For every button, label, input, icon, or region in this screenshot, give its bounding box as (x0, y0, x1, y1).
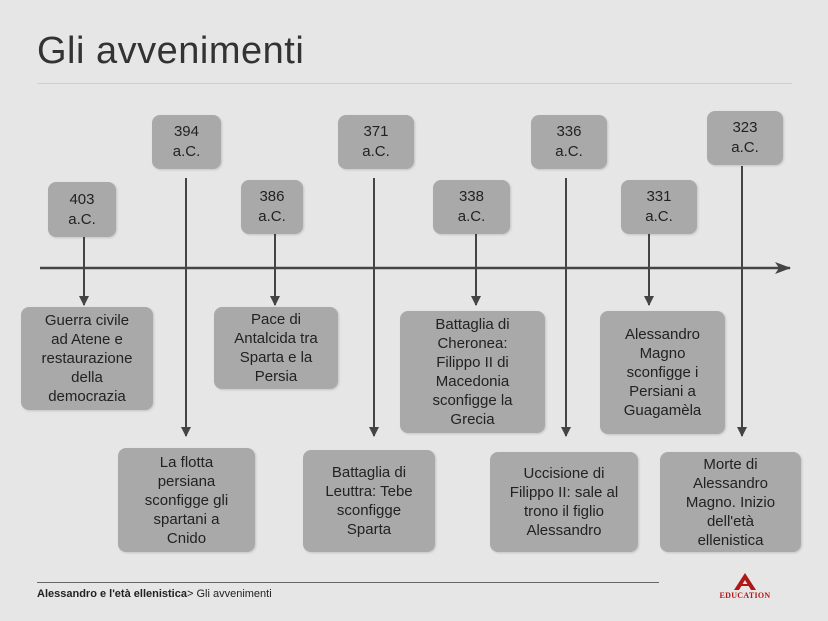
breadcrumb-page: Gli avvenimenti (193, 588, 272, 600)
year-box-338: 338 a.C. (433, 180, 510, 234)
year-box-394: 394 a.C. (152, 115, 221, 169)
breadcrumb-section: Alessandro e l'età ellenistica (37, 588, 187, 600)
publisher-logo (710, 572, 780, 602)
breadcrumb-separator: > (186, 588, 194, 600)
year-box-323: 323 a.C. (707, 111, 783, 165)
event-box-331: Alessandro Magno sconfigge i Persiani a Guagamèla (600, 311, 725, 434)
logo-a-icon (710, 572, 780, 592)
event-box-386: Pace di Antalcida tra Sparta e la Persia (214, 307, 338, 389)
year-box-403: 403 a.C. (48, 182, 116, 237)
event-box-323: Morte di Alessandro Magno. Inizio dell'età ellenistica (660, 452, 801, 552)
year-box-371: 371 a.C. (338, 115, 414, 169)
breadcrumb (37, 588, 272, 600)
page-title: Gli avvenimenti (37, 30, 305, 72)
year-box-331: 331 a.C. (621, 180, 697, 234)
year-box-336: 336 a.C. (531, 115, 607, 169)
year-box-386: 386 a.C. (241, 180, 303, 234)
event-box-394: La flotta persiana sconfigge gli spartani a Cnido (118, 448, 255, 552)
event-box-403: Guerra civile ad Atene e restaurazione della democrazia (21, 307, 153, 410)
footer-divider (37, 582, 659, 583)
logo-text: EDUCATION (719, 591, 771, 600)
event-box-336: Uccisione di Filippo II: sale al trono il figlio Alessandro (490, 452, 638, 552)
event-box-338: Battaglia di Cheronea: Filippo II di Macedonia sconfigge la Grecia (400, 311, 545, 433)
event-box-371: Battaglia di Leuttra: Tebe sconfigge Sparta (303, 450, 435, 552)
